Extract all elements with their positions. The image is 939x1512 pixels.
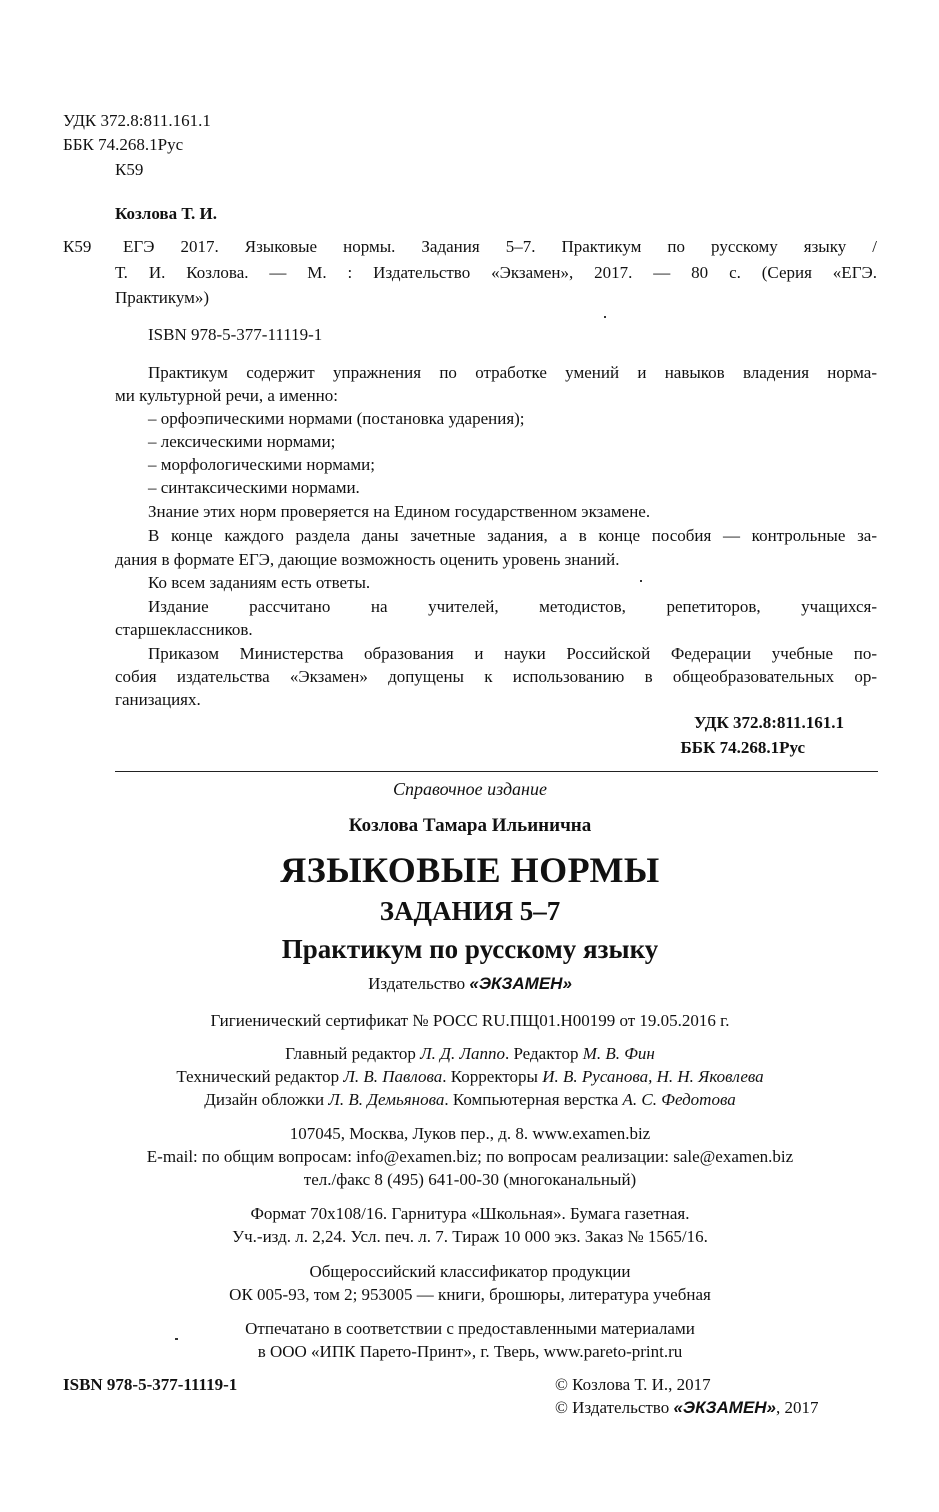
annotation-line: – орфоэпическими нормами (постановка ударения); [148, 409, 525, 428]
certificate: Гигиенический сертификат № РОСС RU.ПЩ01.Н00199 от 19.05.2016 г. [210, 1011, 730, 1030]
scan-speck [175, 1338, 178, 1340]
publisher-prefix: Издательство [368, 974, 470, 993]
reference-label: Справочное издание [393, 779, 547, 799]
annotation-line: – синтаксическими нормами. [148, 478, 360, 497]
publisher-brand: «ЭКЗАМЕН» [469, 974, 572, 993]
publisher-line [60, 974, 880, 994]
layout-name: А. С. Федотова [622, 1090, 736, 1109]
publisher-email: E-mail: по общим вопросам: info@examen.biz; по вопросам реализации: sale@examen.biz [146, 1147, 794, 1166]
copyright-author: © Козлова Т. И., 2017 [555, 1375, 711, 1394]
tech-editor-name: Л. В. Павлова [343, 1067, 443, 1086]
proofreaders-names: И. В. Русанова, Н. Н. Яковлева [542, 1067, 764, 1086]
publisher-phone: тел./факс 8 (495) 641-00-30 (многоканальный) [303, 1170, 637, 1189]
author-mark: К59 [115, 160, 144, 179]
editors-line-2 [60, 1066, 880, 1088]
bbk-code: ББК 74.268.1Рус [63, 135, 184, 154]
editor-name: М. В. Фин [582, 1044, 655, 1063]
annotation-line: В конце каждого раздела даны зачетные задания, а в конце пособия — контрольные за- [148, 526, 877, 545]
annotation-line: Практикум содержит упражнения по отработке умений и навыков владения норма- [148, 363, 877, 382]
editor-label: . Редактор [504, 1044, 583, 1063]
book-title: ЯЗЫКОВЫЕ НОРМЫ [280, 850, 660, 890]
biblio-line-2: Т. И. Козлова. — М. : Издательство «Экзамен», 2017. — 80 с. (Серия «ЕГЭ. [115, 263, 877, 282]
author-name: Козлова Т. И. [115, 204, 217, 223]
copyright-publisher-year: , 2017 [776, 1398, 819, 1417]
divider [115, 771, 878, 772]
annotation-line: Приказом Министерства образования и науки Российской Федерации учебные по- [148, 644, 877, 663]
cover-design-name: Л. В. Демьянова [328, 1090, 445, 1109]
annotation-line: – морфологическими нормами; [148, 455, 375, 474]
udk-code: УДК 372.8:811.161.1 [63, 111, 211, 130]
layout-label: . Компьютерная верстка [444, 1090, 623, 1109]
printed-line-1: Отпечатано в соответствии с предоставленными материалами [245, 1319, 695, 1338]
annotation-line: ганизациях. [115, 690, 201, 709]
scan-speck [604, 316, 606, 318]
cover-design-label: Дизайн обложки [204, 1090, 329, 1109]
classifier-title: Общероссийский классификатор продукции [309, 1262, 631, 1281]
footer-isbn: ISBN 978-5-377-11119-1 [63, 1375, 238, 1394]
annotation-line: собия издательства «Экзамен» допущены к использованию в общеобразовательных ор- [115, 667, 877, 686]
biblio-line-3: Практикум») [115, 288, 210, 307]
proofreaders-label: . Корректоры [442, 1067, 543, 1086]
udk-code-bottom: УДК 372.8:811.161.1 [693, 713, 844, 732]
book-subtitle: ЗАДАНИЯ 5–7 [379, 896, 561, 926]
print-data-line: Уч.-изд. л. 2,24. Усл. печ. л. 7. Тираж 10 000 экз. Заказ № 1565/16. [232, 1227, 708, 1246]
bbk-code-bottom: ББК 74.268.1Рус [680, 738, 805, 757]
publisher-address: 107045, Москва, Луков пер., д. 8. www.examen.biz [289, 1124, 651, 1143]
copyright-publisher-prefix: © Издательство [555, 1398, 674, 1417]
format-line: Формат 70x108/16. Гарнитура «Школьная». Бумага газетная. [250, 1204, 690, 1223]
scan-speck [640, 580, 642, 582]
annotation-line: Ко всем заданиям есть ответы. [148, 573, 371, 592]
annotation-line: старшеклассников. [115, 620, 253, 639]
annotation-line: ми культурной речи, а именно: [115, 386, 339, 405]
tech-editor-label: Технический редактор [176, 1067, 344, 1086]
annotation-line: Знание этих норм проверяется на Едином государственном экзамене. [148, 502, 651, 521]
annotation-line: дания в формате ЕГЭ, дающие возможность оценить уровень знаний. [115, 550, 620, 569]
editors-line-1 [60, 1043, 880, 1065]
chief-editor-label: Главный редактор [285, 1044, 421, 1063]
chief-editor-name: Л. Д. Лаппо [420, 1044, 505, 1063]
annotation-line: – лексическими нормами; [148, 432, 336, 451]
classifier-code: ОК 005-93, том 2; 953005 — книги, брошюры, литература учебная [229, 1285, 711, 1304]
editors-line-3 [60, 1089, 880, 1111]
biblio-isbn: ISBN 978-5-377-11119-1 [148, 325, 323, 344]
book-description: Практикум по русскому языку [281, 934, 659, 964]
copyright-publisher [555, 1397, 819, 1419]
printed-line-2: в ООО «ИПК Парето-Принт», г. Тверь, www.pareto-print.ru [257, 1342, 683, 1361]
biblio-code: К59 [63, 237, 92, 256]
copyright-publisher-brand: «ЭКЗАМЕН» [673, 1398, 777, 1417]
imprint-author: Козлова Тамара Ильинична [348, 815, 592, 836]
annotation-line: Издание рассчитано на учителей, методистов, репетиторов, учащихся- [148, 597, 877, 616]
biblio-line-1: ЕГЭ 2017. Языковые нормы. Задания 5–7. Практикум по русскому языку / [123, 237, 877, 256]
